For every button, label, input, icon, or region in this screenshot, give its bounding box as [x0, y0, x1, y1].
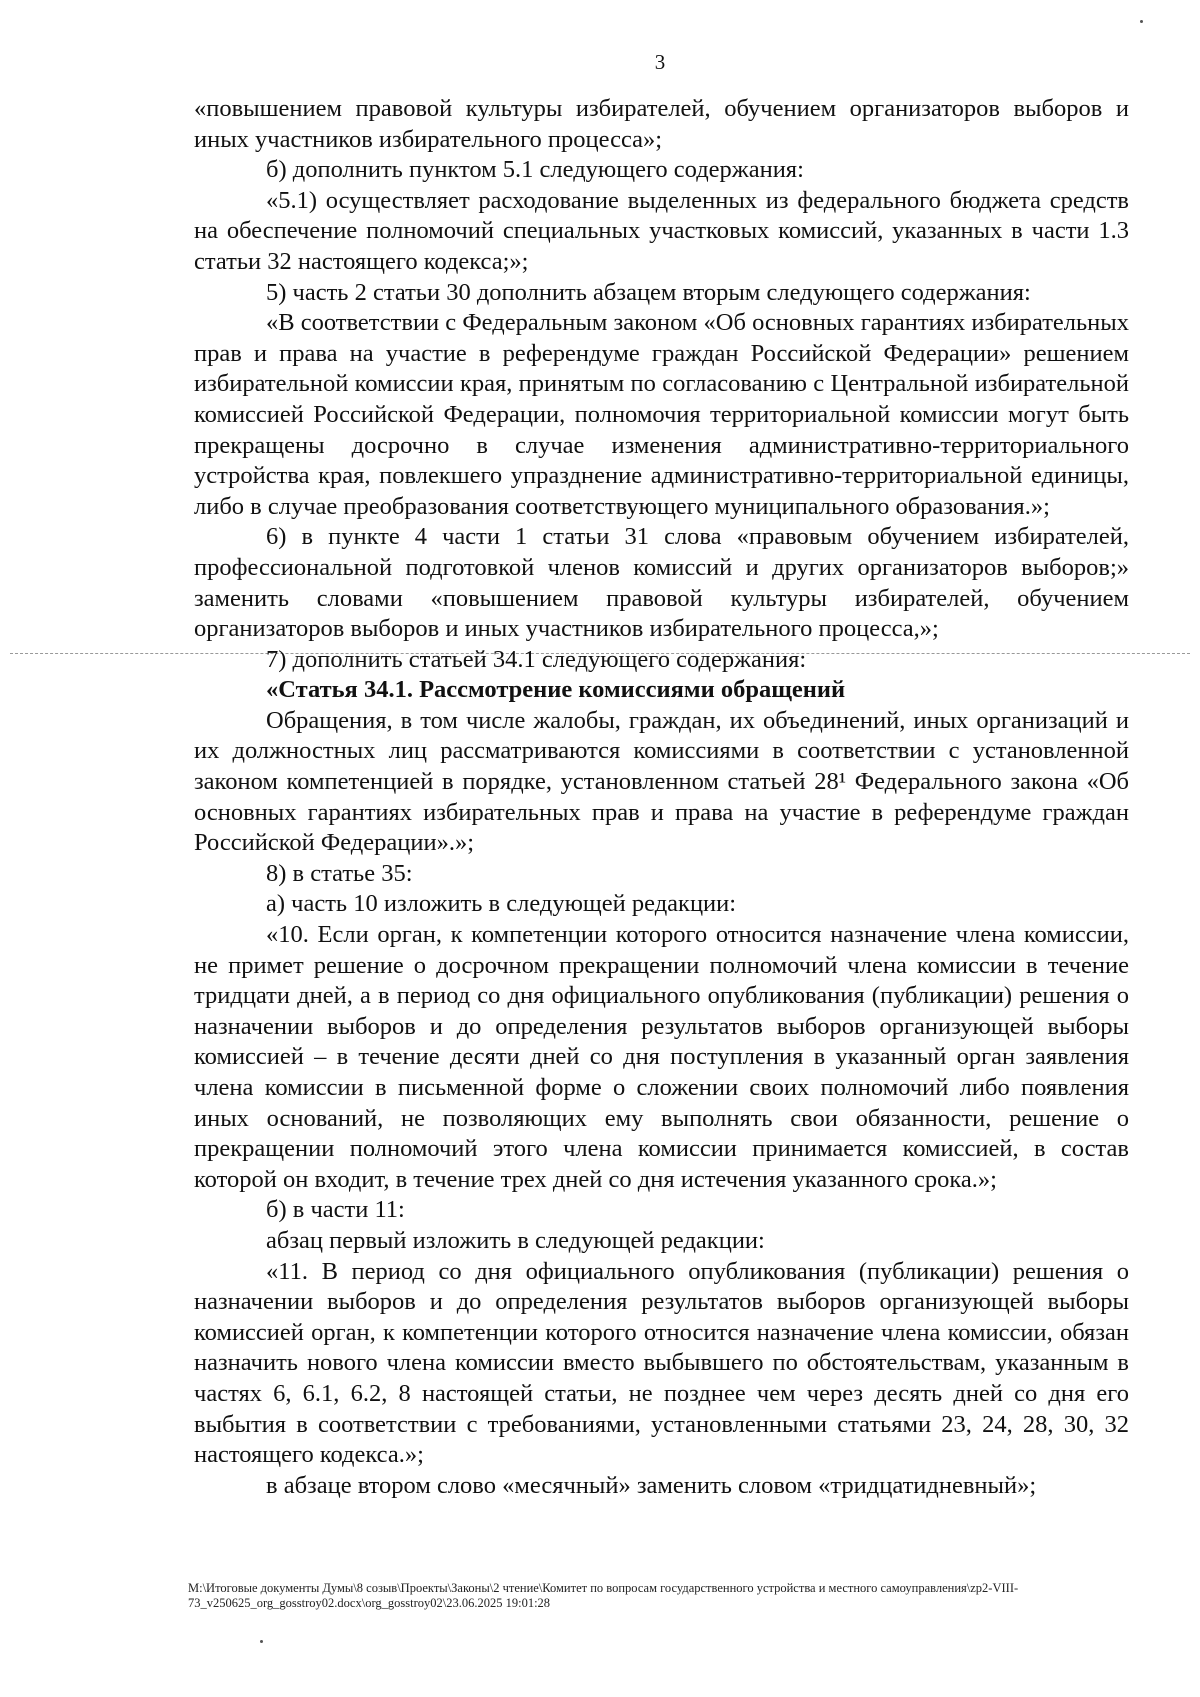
paragraph: абзац первый изложить в следующей редакции:	[266, 1226, 765, 1254]
paragraph: «В соответствии с Федеральным законом «Об основных гарантиях избирательных прав и права на участие в референдуме граждан Российской Федерации» решением избирательной комиссии края, принятым по согласованию с Центральной избирательной комиссией Российской Федерации, полномочия территориальной комиссии могут быть прекращены досрочно в случае изменения административно-территориального устройства края, повлекшего упразднение административно-территориальной единицы, либо в случае преобразования соответствующего муниципального образования.»;	[194, 309, 1129, 520]
paragraph: 7) дополнить статьей 34.1 следующего содержания:	[266, 645, 807, 673]
paragraph: «10. Если орган, к компетенции которого относится назначение члена комиссии, не примет решение о досрочном прекращении полномочий члена комиссии в течение тридцати дней, а в период со дня официального опубликования (публикации) решения о назначении выборов и до определения результатов выборов организующей выборы комиссией – в течение десяти дней со дня поступления в указанный орган заявления члена комиссии в письменной форме о сложении своих полномочий либо появления иных оснований, не позволяющих ему выполнять свои обязанности, решение о прекращении полномочий этого члена комиссии принимается комиссией, в состав которой он входит, в течение трех дней со дня истечения указанного срока.»;	[194, 921, 1129, 1193]
paragraph: 6) в пункте 4 части 1 статьи 31 слова «правовым обучением избирателей, профессиональной подготовкой членов комиссий и других организаторов выборов;» заменить словами «повышением правовой культуры избирателей, обучением организаторов выборов и иных участников избирательного процесса,»;	[194, 523, 1129, 643]
paragraph: «11. В период со дня официального опубликования (публикации) решения о назначении выборов и до определения результатов выборов организующей выборы комиссией орган, к компетенции которого относится назначение члена комиссии, обязан назначить нового члена комиссии вместо выбывшего по обстоятельствам, указанным в частях 6, 6.1, 6.2, 8 настоящей статьи, не позднее чем через десять дней со дня его выбытия в соответствии с требованиями, установленными статьями 23, 24, 28, 30, 32 настоящего кодекса.»;	[194, 1257, 1129, 1469]
document-body	[194, 94, 1129, 1501]
paragraph: «5.1) осуществляет расходование выделенных из федерального бюджета средств на обеспечение полномочий специальных участковых комиссий, указанных в части 1.3 статьи 32 настоящего кодекса;»;	[194, 186, 1129, 275]
paragraph: 5) часть 2 статьи 30 дополнить абзацем вторым следующего содержания:	[266, 278, 1031, 306]
paragraph: б) в части 11:	[266, 1196, 405, 1224]
page-number: 3	[654, 50, 666, 74]
paragraph: а) часть 10 изложить в следующей редакции:	[266, 890, 737, 918]
paragraph: в абзаце втором слово «месячный» заменить словом «тридцатидневный»;	[266, 1471, 1037, 1499]
paragraph: Обращения, в том числе жалобы, граждан, их объединений, иных организаций и их должностных лиц рассматриваются комиссиями в соответствии с установленной законом компетенцией в порядке, установленном статьей 28¹ Федерального закона «Об основных гарантиях избирательных прав и права на участие в референдуме граждан Российской Федерации».»;	[194, 706, 1129, 857]
document-footer-path: M:\Итоговые документы Думы\8 созыв\Проекты\Законы\2 чтение\Комитет по вопросам государственного устройства и местного самоуправления\zp2-VIII-73_v250625_org_gosstroy02.docx\org_gosstroy02\23.06.2025 19:01:28	[188, 1581, 1019, 1610]
paragraph: «Статья 34.1. Рассмотрение комиссиями обращений	[266, 676, 846, 704]
scan-speck	[1140, 20, 1143, 23]
paragraph: «повышением правовой культуры избирателей, обучением организаторов выборов и иных участников избирательного процесса»;	[194, 95, 1129, 153]
scan-speck	[260, 1640, 263, 1643]
paragraph: б) дополнить пунктом 5.1 следующего содержания:	[266, 156, 804, 184]
paragraph: 8) в статье 35:	[266, 859, 413, 887]
